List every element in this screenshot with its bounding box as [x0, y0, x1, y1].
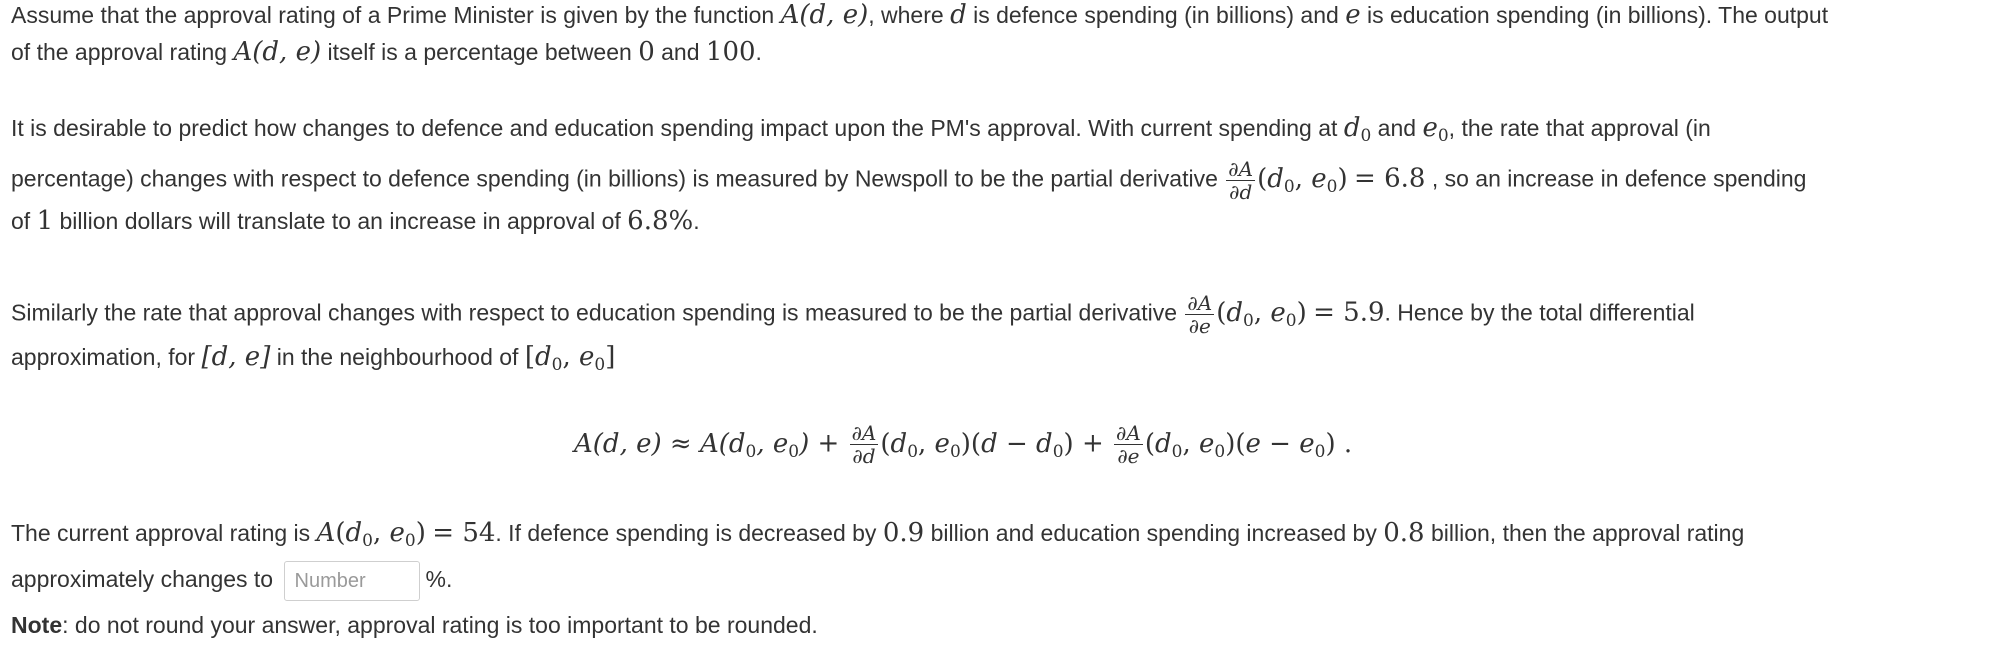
eq-lhs: A(d, $e) \approx A(d_0$, $e_0$) — [574, 428, 810, 462]
text: , where — [868, 2, 951, 28]
math-e0: $e_0$ — [1422, 113, 1449, 146]
math-function: A(d, e) — [233, 37, 322, 67]
note-text: : do not round your answer, approval rating is too important to be rounded. — [62, 612, 818, 638]
note-label: Note — [11, 612, 63, 638]
math-point: ($d_0$, $e_0$) — [1257, 163, 1348, 197]
math-function: A(d, e) — [780, 0, 869, 30]
text: approximately changes to — [11, 566, 280, 593]
text: . — [755, 39, 762, 65]
math-interval: [d, e] — [201, 342, 271, 372]
text: of the approval rating — [11, 39, 234, 65]
text: The current approval rating is — [11, 520, 317, 546]
paragraph-2-line-1 — [11, 113, 1711, 151]
math-point: ($d_0$, $e_0$) — [1216, 297, 1307, 331]
math-d: d — [950, 0, 967, 30]
total-differential-equation: A(d, $e) \approx A(d_0$, $e_0$) + $\frac{\partial A}{\partial d}$ ($d_0$, $e_0)(d - d_0)$ + $\frac{\partial A}{\partial e}$ ($d_0$, $e_0)(e - e_0)$ . — [574, 421, 1353, 468]
math-hundred: 100 — [705, 37, 756, 67]
math-neighbourhood: [$d_0$, $e_0$] — [524, 342, 616, 375]
paragraph-1-line-1 — [11, 0, 1828, 30]
paragraph-2-line-3 — [11, 206, 700, 236]
paragraph-1-line-2 — [11, 37, 762, 67]
paragraph-2-line-2 — [11, 158, 1806, 203]
math-e: e — [1345, 0, 1361, 30]
text: Assume that the approval rating of a Prime Minister is given by the function — [11, 2, 781, 28]
text: billion, then the approval rating — [1424, 520, 1745, 546]
text: approximation, for — [11, 344, 202, 370]
math-d0: $d_0$ — [1343, 113, 1372, 146]
note-line — [11, 610, 818, 640]
percent-label: %. — [425, 566, 453, 593]
text: percentage) changes with respect to defence spending (in billions) is measured by Newspoll to be the partial derivative — [11, 165, 1225, 192]
text: and — [654, 39, 706, 65]
math-value: = 54 — [432, 518, 496, 548]
text: , so an increase in defence spending — [1425, 165, 1807, 192]
math-education-change: 0.8 — [1383, 518, 1425, 548]
paragraph-3-line-2 — [11, 342, 615, 380]
partial-derivative-fraction: $\frac{\partial A}{\partial d}$ — [851, 421, 877, 468]
text: is education spending (in billions). The output — [1360, 2, 1829, 28]
paragraph-4-line-1 — [11, 518, 1744, 556]
math-percent: 6.8% — [627, 206, 694, 236]
text: It is desirable to predict how changes to defence and education spending impact upon the PM's approval. With current spending at — [11, 115, 1344, 141]
math-current-rating: $A(d_0$, $e_0$) — [316, 518, 426, 551]
text: of — [11, 208, 37, 234]
eq-term-1: ($d_0$, $e_0)(d - d_0)$ — [880, 428, 1074, 462]
text: . Hence by the total differential — [1384, 299, 1695, 326]
eq-term-2: ($d_0$, $e_0)(e - e_0)$ . — [1144, 428, 1353, 462]
partial-derivative-fraction: $\frac{\partial A}{\partial d}$ — [1228, 157, 1254, 204]
text: . — [693, 208, 700, 234]
math-value: = 6.8 — [1354, 163, 1426, 194]
text: itself is a percentage between — [321, 39, 639, 65]
partial-derivative-fraction: $\frac{\partial A}{\partial e}$ — [1187, 291, 1213, 338]
text: Similarly the rate that approval changes with respect to education spending is measured to be the partial derivative — [11, 299, 1184, 326]
text: billion dollars will translate to an increase in approval of — [53, 208, 628, 234]
text: billion and education spending increased by — [924, 520, 1384, 546]
paragraph-3-line-1 — [11, 292, 1695, 337]
math-value: = 5.9 — [1313, 297, 1385, 328]
math-zero: 0 — [638, 37, 655, 67]
answer-number-input[interactable] — [284, 561, 420, 601]
text: in the neighbourhood of — [270, 344, 525, 370]
partial-derivative-fraction: $\frac{\partial A}{\partial e}$ — [1116, 421, 1141, 468]
text: . If defence spending is decreased by — [495, 520, 883, 546]
paragraph-4-line-2 — [11, 561, 452, 601]
text: and — [1371, 115, 1423, 141]
text: , the rate that approval (in — [1448, 115, 1711, 141]
math-one: 1 — [36, 206, 54, 236]
text: is defence spending (in billions) and — [966, 2, 1346, 28]
math-defence-change: 0.9 — [882, 518, 925, 548]
